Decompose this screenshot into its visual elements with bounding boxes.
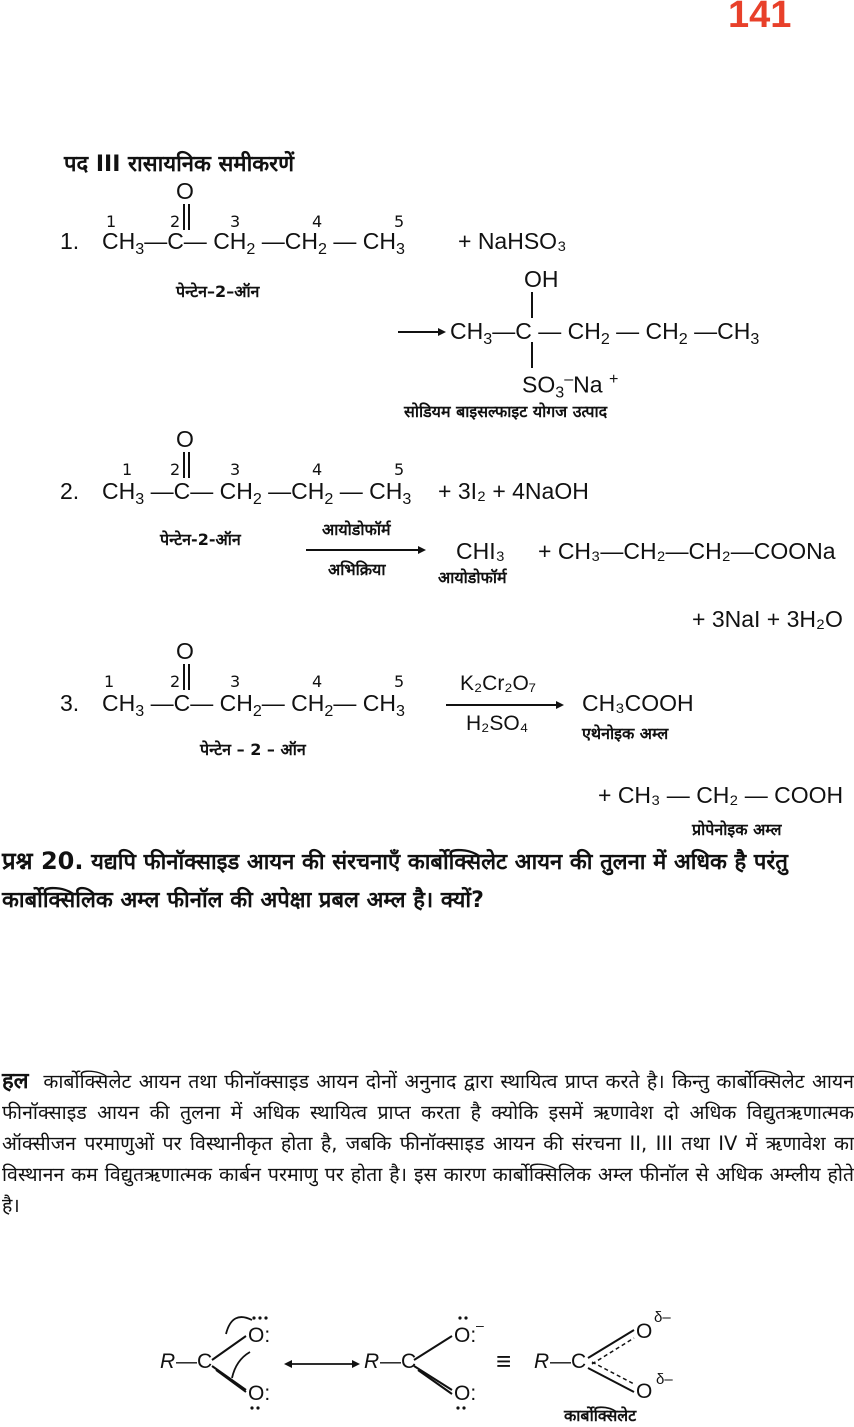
question-label: प्रश्न 20.: [2, 847, 84, 875]
product-formula: $CH_3—C$ — $CH_2$ — $CH_2$ $—CH_3$: [450, 318, 760, 348]
product-formula: CH₃COOH: [582, 690, 694, 716]
svg-text:δ–: δ–: [656, 1371, 673, 1388]
iodoform-formula: CHI₃: [456, 538, 505, 564]
product-label: सोडियम बाइसल्फाइट योगज उत्पाद: [404, 402, 608, 421]
arrow-top-label: आयोडोफॉर्म: [322, 520, 391, 539]
arrow-bottom-label: H₂SO₄: [466, 712, 529, 735]
arrow-bottom-label: अभिक्रिया: [328, 560, 386, 579]
answer-text: कार्बोक्सिलेट आयन तथा फीनॉक्साइड आयन दोनों अनुनाद द्वारा स्थायित्व प्राप्त करते है। किन्तु कार्बोक्सिलेट आयन फीनॉक्साइड आयन की तुलना में अधिक स्थायित्व प्राप्त करता है क्योकि इसमें ऋणावेश दो अधिक विद्युतऋणात्मक ऑक्सीजन परमाणुओं पर विस्थानीकृत होता है, जबकि फीनॉक्साइड आयन की संरचना II, III तथा IV में ऋणावेश का विस्थानन कम विद्युतऋणात्मक कार्बन परमाणु पर होता है। इस कारण कार्बोक्सिलिक अम्ल फीनॉल से अधिक अम्लीय होते है।: [2, 1070, 854, 1217]
question-text: यद्यपि फीनॉक्साइड आयन की संरचनाएँ कार्बोक्सिलेट आयन की तुलना में अधिक है परंतु कार्बोक्सिलिक अम्ल फीनॉल की अपेक्षा प्रबल अम्ल है। क्यों?: [2, 850, 788, 913]
sulfonate-group: $SO_3^-Na$ +: [522, 370, 619, 402]
svg-text:R: R: [534, 1350, 550, 1373]
product-label: प्रोपेनोइक अम्ल: [692, 820, 782, 839]
svg-text:R: R: [160, 1350, 176, 1373]
atom-number: 3: [230, 460, 241, 479]
svg-text:O:: O:: [248, 1382, 271, 1405]
page-number: 141: [728, 0, 792, 36]
oxygen-atom: O: [176, 638, 194, 664]
atom-number: 4: [312, 460, 323, 479]
atom-number: 1: [106, 212, 117, 231]
svg-text:—C: —C: [176, 1350, 213, 1373]
product-formula: + CH₃ — CH₂ — COOH: [598, 782, 844, 808]
atom-number: 2: [170, 212, 181, 231]
atom-number: 1: [122, 460, 133, 479]
svg-text:—C: —C: [380, 1350, 417, 1373]
byproducts: + 3NaI + 3H₂O: [692, 606, 843, 632]
atom-number: 5: [394, 460, 405, 479]
oh-group: OH: [524, 266, 559, 292]
arrow-top-label: K₂Cr₂O₇: [460, 672, 537, 695]
atom-number: 1: [104, 672, 115, 691]
svg-text:O:: O:: [248, 1324, 271, 1347]
reaction-index: 3.: [60, 690, 80, 716]
svg-text:O: O: [636, 1320, 653, 1343]
svg-text:O:: O:: [454, 1324, 477, 1347]
svg-text:O: O: [636, 1380, 653, 1403]
atom-number: 2: [170, 460, 181, 479]
svg-text:O:: O:: [454, 1382, 477, 1405]
svg-text:R: R: [364, 1350, 380, 1373]
reagent: + NaHSO₃: [458, 228, 567, 254]
product-label: एथेनोइक अम्ल: [582, 724, 669, 743]
atom-number: 5: [394, 212, 405, 231]
svg-text:–: –: [476, 1317, 484, 1333]
atom-number: 3: [230, 212, 241, 231]
oxygen-atom: O: [176, 426, 194, 452]
reactant-label: पेन्टेन – 2 – ऑन: [200, 740, 306, 759]
pentan-2-one-formula: $CH_3$ —C— $CH_2$ $—CH_2$ — $CH_3$: [102, 478, 412, 508]
svg-text:≡: ≡: [496, 1346, 512, 1376]
svg-text:—C: —C: [550, 1350, 587, 1373]
product-formula: + CH₃—CH₂—CH₂—COONa: [538, 538, 836, 564]
reaction-index: 2.: [60, 478, 80, 504]
atom-number: 3: [230, 672, 241, 691]
atom-number: 4: [312, 672, 323, 691]
section-heading: पद III रासायनिक समीकरणें: [64, 152, 295, 177]
atom-number: 4: [312, 212, 323, 231]
svg-text:δ–: δ–: [654, 1309, 671, 1326]
atom-number: 5: [394, 672, 405, 691]
reactant-label: पेन्टेन-2-ऑन: [160, 530, 241, 549]
pentan-2-one-formula: $CH_3$ —C— $CH_2—$ $CH_2—$ $CH_3$: [102, 690, 405, 720]
iodoform-label: आयोडोफॉर्म: [438, 568, 507, 587]
answer-label: हल: [2, 1069, 29, 1094]
reactant-label: पेन्टेन–2–ऑन: [176, 282, 260, 301]
pentan-2-one-formula: $CH_3—C—$ $CH_2$ $—CH_2$ — $CH_3$: [102, 228, 405, 258]
atom-number: 2: [170, 672, 181, 691]
carboxylate-label: कार्बोक्सिलेट: [564, 1406, 637, 1425]
oxygen-atom: O: [176, 178, 194, 204]
reagent: + 3I₂ + 4NaOH: [438, 478, 589, 504]
reaction-index: 1.: [60, 228, 80, 254]
